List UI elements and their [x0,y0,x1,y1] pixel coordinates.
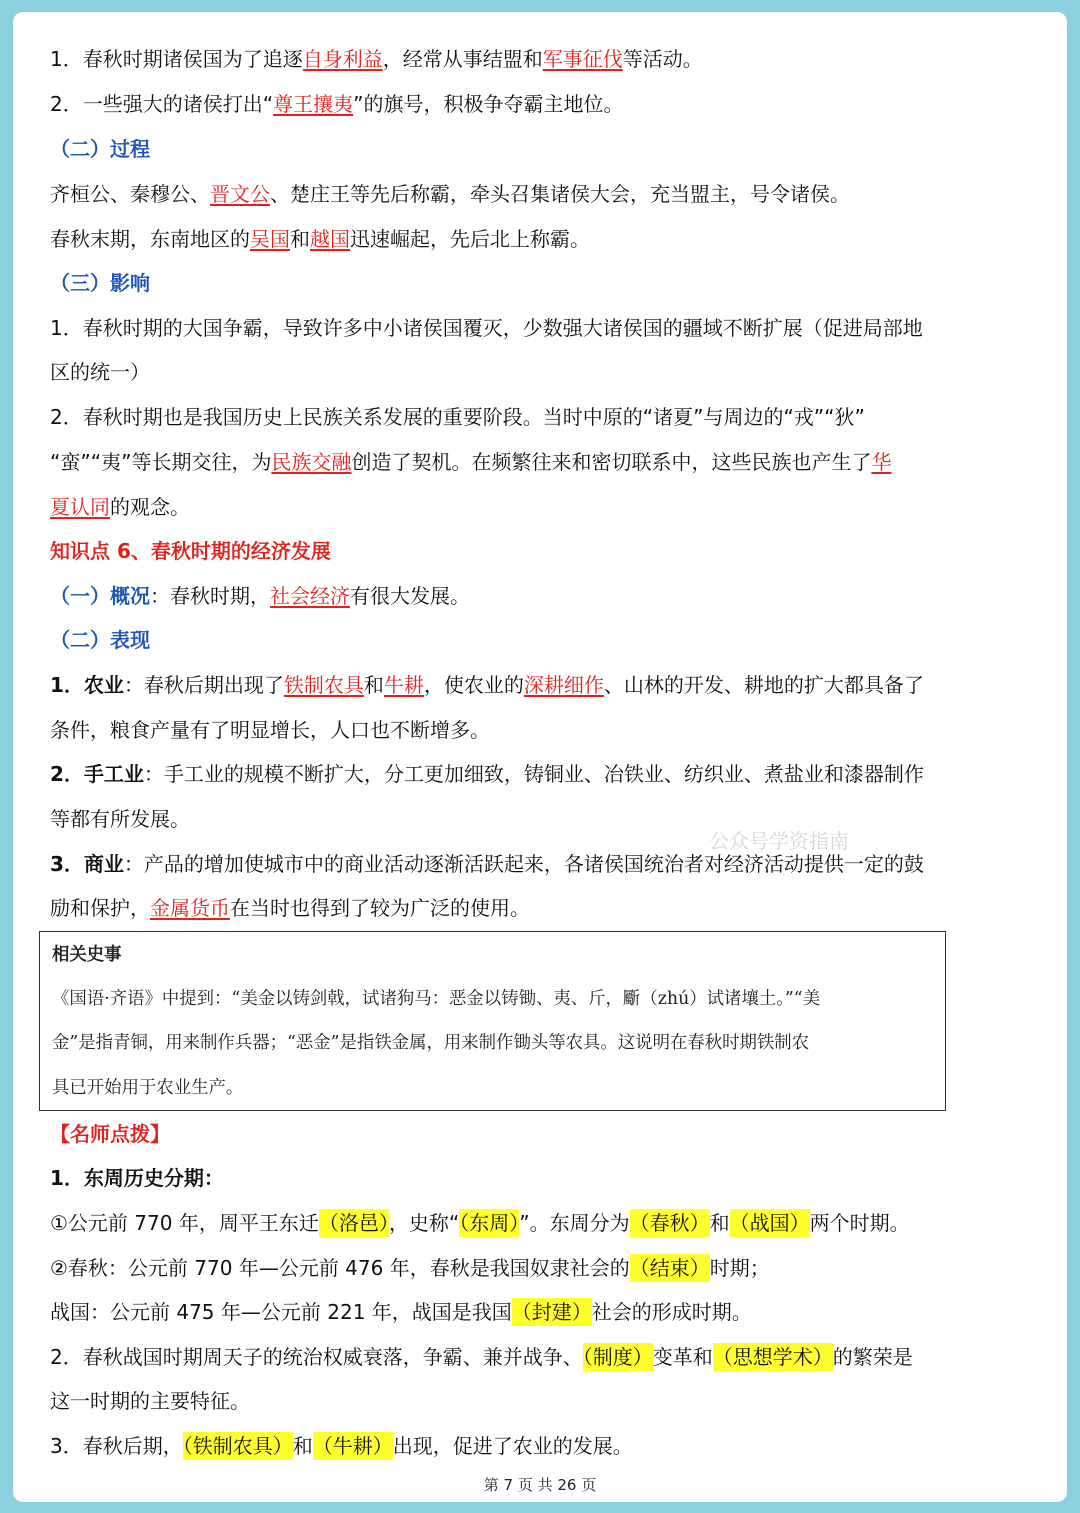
process-paragraph-2: 春秋末期，东南地区的吴国和越国迅速崛起，先后北上称霸。 [50,227,590,251]
page-number-footer: 第 7 页 共 26 页 [483,1476,597,1494]
handicraft-line-2: 等都有所发展。 [50,807,190,831]
overview-line: （一）概况：春秋时期，社会经济有很大发展。 [50,584,470,608]
commerce-line-1: 3．商业：产品的增加使城市中的商业活动逐渐活跃起来，各诸侯国统治者对经济活动提供一定的鼓 [50,852,924,876]
performance-heading: （二）表现 [50,628,150,652]
tip-2-line-1: 2．春秋战国时期周天子的统治权威衰落，争霸、兼并战争、（制度）变革和（思想学术）的繁荣是 [50,1345,913,1369]
tip-3-line: 3．春秋后期，（铁制农具）和（牛耕）出现，促进了农业的发展。 [50,1434,633,1458]
tip-1-line-a: ①公元前 770 年，周平王东迁（洛邑），史称“（东周）”。东周分为（春秋）和（战国）两个时期。 [50,1211,910,1235]
tip-1-line-c: 战国：公元前 475 年—公元前 221 年，战国是我国（封建）社会的形成时期。 [50,1300,752,1324]
influence-item-2-line-1: 2．春秋时期也是我国历史上民族关系发展的重要阶段。当时中原的“诸夏”与周边的“戎”“狄” [50,405,865,429]
commerce-line-2: 励和保护，金属货币在当时也得到了较为广泛的使用。 [50,896,530,920]
related-history-title: 相关史事 [52,945,122,965]
cause-item-1: 1．春秋时期诸侯国为了追逐自身利益，经常从事结盟和军事征伐等活动。 [50,47,703,71]
tip-1-line-b: ②春秋：公元前 770 年—公元前 476 年，春秋是我国奴隶社会的（结束）时期； [50,1256,770,1280]
related-history-line-3: 具已开始用于农业生产。 [52,1078,244,1098]
agriculture-line-2: 条件，粮食产量有了明显增长，人口也不断增多。 [50,718,490,742]
handicraft-line-1: 2．手工业：手工业的规模不断扩大，分工更加细致，铸铜业、冶铁业、纺织业、煮盐业和漆器制作 [50,762,924,786]
influence-item-1-line-1: 1．春秋时期的大国争霸，导致许多中小诸侯国覆灭，少数强大诸侯国的疆域不断扩展（促进局部地 [50,316,923,340]
cause-item-2: 2．一些强大的诸侯打出“尊王攘夷”的旗号，积极争夺霸主地位。 [50,92,624,116]
tip-2-line-2: 这一时期的主要特征。 [50,1389,250,1413]
influence-item-2-line-3: 夏认同的观念。 [50,495,190,519]
related-history-line-2: 金”是指青铜，用来制作兵器；“恶金”是指铁金属，用来制作锄头等农具。这说明在春秋时期铁制农 [52,1033,810,1053]
related-history-box [39,931,946,1111]
influence-item-2-line-2: “蛮”“夷”等长期交往，为民族交融创造了契机。在频繁往来和密切联系中，这些民族也产生了华 [50,450,892,474]
influence-item-1-line-2: 区的统一） [50,360,150,384]
process-heading: （二）过程 [50,137,150,161]
document-page [13,12,1067,1502]
influence-heading: （三）影响 [50,271,150,295]
tip-1-heading: 1．东周历史分期： [50,1166,224,1190]
related-history-line-1: 《国语·齐语》中提到：“美金以铸剑戟，试诸狗马：恶金以铸锄、夷、斤，斸（zhú）试诸壤土。”“美 [52,989,821,1009]
process-paragraph-1: 齐桓公、秦穆公、晋文公、楚庄王等先后称霸，牵头召集诸侯大会，充当盟主，号令诸侯。 [50,182,850,206]
agriculture-line-1: 1．农业：春秋后期出现了铁制农具和牛耕，使农业的深耕细作、山林的开发、耕地的扩大都具备了 [50,673,924,697]
watermark: 公众号学资指南 [709,829,849,853]
teacher-tips-heading: 【名师点拨】 [50,1122,170,1146]
knowledge-point-6-title: 知识点 6、春秋时期的经济发展 [50,539,331,563]
